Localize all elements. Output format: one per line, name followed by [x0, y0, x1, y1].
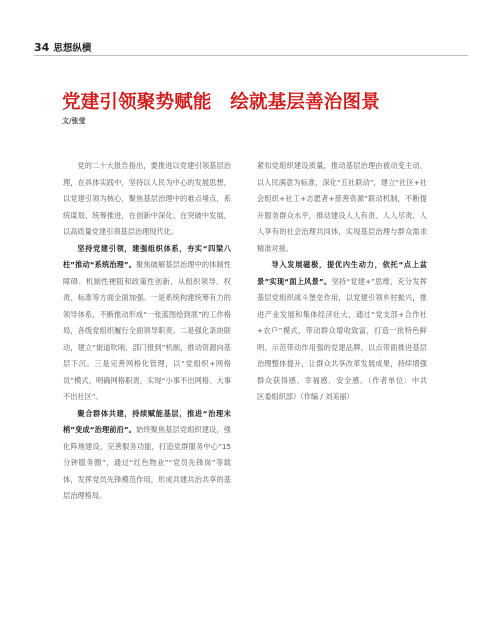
- section-paragraph-1: [63, 241, 231, 406]
- section-name: 思想纵横: [53, 43, 92, 54]
- right-column: [257, 158, 449, 406]
- intro-paragraph: 党的二十大报告指出，要推进以党建引领基层治理，在具体实践中，坚持以人民为中心的发展思想，以党建引领为核心，聚焦基层治理中的难点堵点，系统谋划、统筹推进，在创新中深化、在突破中发展，以高质量党建引领基层治理现代化。: [63, 161, 231, 236]
- left-column: [63, 158, 231, 505]
- continued-paragraph: 紧扣党组织建设质量，推动基层治理由被动变主动，以人民满意为标准，深化“五社联动”，建立“社区+社会组织+社工+志愿者+慈善资源”联动机制，不断提升服务群众水平，推动建设人人有责、人人尽责、人人享有的社会治理共同体，实现基层治理与群众需求精准对接。: [257, 161, 427, 253]
- running-header: [34, 40, 468, 54]
- article-title: 党建引领聚势赋能 绘就基层善治图景: [62, 92, 380, 113]
- section-body-1: 聚焦破解基层治理中的体制性障碍、机制性梗阻和政策性创新，从组织领导、权责、标准等方面全面加强。一是系统构建统筹有力的领导体系，不断推动形成“一张蓝图绘到底”的工作格局，各级党组织履行全面领导职责。二是强化条块联动，建立“街道吹哨、部门报到”机制，推动资源向基层下沉。三是完善网格化管理，以“党组织+网格员”模式，明确网格职责，实现“小事不出网格、大事不出社区”。: [63, 260, 231, 401]
- article-author: 文/张莹: [62, 117, 86, 125]
- section-body-2: 始终聚焦基层党组织建设，强化阵地建设，完善服务功能，打造党群服务中心“15分钟服务圈”，通过“红色物业”“党员先锋岗”等载体，发挥党员先锋模范作用，形成共建共治共享的基层治理格局。: [63, 425, 231, 500]
- header-divider: [34, 55, 468, 56]
- page-number: 34: [34, 40, 50, 54]
- section-paragraph-3: [257, 257, 449, 406]
- section-lead-1: 坚持党建引领，建强组织体系，夯实“四梁八柱”推动“系统治理”。: [63, 243, 231, 269]
- author-affiliation: （作者单位：中共 区委组织部）（作编 / 刘美丽）: [257, 375, 449, 401]
- section-lead-3: 导入发展磁极，提优内生动力，依托“点上盆景”实现“面上风景”。: [257, 260, 427, 286]
- section-lead-2: 聚合群体共建，持续赋能基层，推进“治理末梢”变成“治理前沿”。: [63, 408, 231, 434]
- section-body-3: 坚持“党建+”思维，充分发挥基层党组织战斗堡垒作用，以党建引领乡村振兴，推进产业发展和集体经济壮大，通过“党支部+合作社+农户”模式，带动群众增收致富，打造一批特色鲜明、示范带动作用强的党建品牌，以点带面推进基层治理整体提升，让群众共享改革发展成果，持续增强群众获得感、幸福感、安全感。: [257, 276, 427, 385]
- section-paragraph-2: [63, 406, 231, 505]
